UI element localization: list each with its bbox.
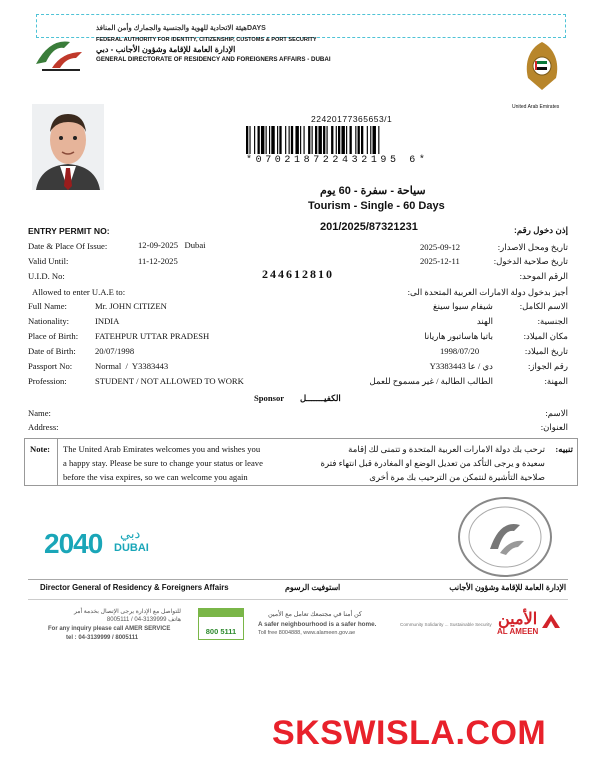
full-name-label-ar: الاسم الكامل:	[519, 301, 568, 311]
directorate-ar: الإدارة العامة للإقامة وشؤون الأجانب - دبي	[96, 45, 236, 54]
footer-contact-en-2: tel : 04-3139999 / 8005111	[66, 635, 139, 641]
nationality-label-ar: الجنسية:	[537, 316, 568, 326]
holder-photo	[32, 104, 104, 190]
passport-value: Normal / Y3383443	[95, 361, 169, 371]
profession-value: STUDENT / NOT ALLOWED TO WORK	[95, 376, 244, 386]
entry-permit-number: 201/2025/87321231	[320, 221, 418, 233]
note-label-ar: تنبيه:	[555, 444, 573, 454]
dob-label-ar: تاريخ الميلاد:	[524, 346, 568, 356]
issue-label: Date & Place Of Issue:	[28, 241, 108, 251]
birthplace-value-ar: باتيا هاساتبور هاريانا	[424, 331, 493, 341]
visa-type-ar: سياحة - سفرة - 60 يوم	[320, 185, 426, 197]
valid-label: Valid Until:	[28, 256, 69, 266]
footer-fees-ar: استوفيت الرسوم	[285, 583, 341, 592]
issue-value: 12-09-2025 Dubai	[138, 240, 206, 250]
alameen-icon	[540, 610, 562, 632]
safer-tel: Toll free 8004888, www.alameen.gov.ae	[258, 630, 356, 636]
sponsor-label-ar: الكفيـــــــل	[300, 393, 341, 403]
full-name-value: Mr. JOHN CITIZEN	[95, 301, 167, 311]
uid-value: 244612810	[262, 267, 334, 281]
footer-contact-ar-1: للتواصل مع الإدارة يرجى الإتصال بخدمة أمر	[73, 609, 181, 615]
brand-2040-number: 2040	[44, 528, 103, 559]
note-text-ar-1: ترحب بك دولة الامارات العربية المتحدة و تتمنى لك إقامة	[348, 444, 545, 454]
official-seal	[458, 497, 552, 577]
safer-en: A safer neighbourhood is a safer home.	[258, 621, 377, 628]
footer-dg-ar: الإدارة العامة للإقامة وشؤون الأجانب	[449, 583, 566, 592]
entry-permit-label-ar: إذن دخول رقم:	[514, 225, 568, 235]
sponsor-name-label-ar: الاسم:	[545, 408, 568, 418]
profession-value-ar: الطالب الطالبة / غير مسموح للعمل	[369, 376, 493, 386]
note-text-en-3: before the visa expires, so we can welcome you again	[63, 472, 248, 482]
directorate-en: GENERAL DIRECTORATE OF RESIDENCY AND FOREIGNERS AFFAIRS - DUBAI	[96, 56, 331, 63]
valid-value-ar: 2025-12-11	[420, 256, 460, 266]
sponsor-label: Sponsor	[254, 393, 285, 403]
uid-label: U.I.D. No:	[28, 271, 65, 281]
footer-mid-rule	[28, 599, 568, 600]
barcode-bottom-number: *070218722432195 6*	[246, 155, 429, 166]
barcode-top-number: 22420177365653/1	[311, 114, 393, 124]
birthplace-label: Place of Birth:	[28, 331, 79, 341]
full-name-value-ar: شيفام سيوا سينغ	[433, 301, 493, 311]
profession-label: Profession:	[28, 376, 67, 386]
dob-value: 20/07/1998	[95, 346, 135, 356]
birthplace-label-ar: مكان الميلاد:	[523, 331, 568, 341]
valid-label-ar: تاريخ صلاحية الدخول:	[493, 256, 568, 266]
birthplace-value: FATEHPUR UTTAR PRADESH	[95, 331, 210, 341]
note-text-ar-3: صلاحية التأشيرة لنتمكن من الترحيب بك مرة أخرى	[369, 472, 545, 482]
sponsor-address-label: Address:	[28, 422, 59, 432]
footer-contact-ar-2: هاتف 3139999-04 / 8005111	[106, 617, 181, 623]
nationality-label: Nationality:	[28, 316, 70, 326]
falcon-logo	[30, 34, 90, 74]
passport-label-ar: رقم الجواز:	[527, 361, 568, 371]
passport-value-ar: دي / عا Y3383443	[429, 361, 493, 371]
note-box	[24, 438, 578, 486]
watermark: SKSWISLA.COM	[272, 714, 547, 752]
note-label: Note:	[30, 444, 51, 454]
issue-value-ar: 2025-09-12	[420, 242, 461, 252]
footer-top-rule	[28, 579, 568, 580]
full-name-label: Full Name:	[28, 301, 67, 311]
emblem-caption: United Arab Emirates	[512, 104, 560, 110]
footer-contact-en-1: For any inquiry please call AMER SERVICE	[48, 626, 171, 632]
alameen-logo-en: AL AMEEN	[497, 627, 539, 636]
alameen-tag: Community Solidarity ... Sustainable Security	[400, 622, 492, 627]
allowed-label-ar: أجيز بدخول دولة الامارات العربية المتحدة الى:	[407, 287, 568, 297]
barcode	[246, 126, 498, 154]
brand-2040-ar: دبي	[120, 526, 141, 541]
profession-label-ar: المهنة:	[544, 376, 568, 386]
nationality-value: INDIA	[95, 316, 120, 326]
visa-type-en: Tourism - Single - 60 Days	[308, 200, 445, 212]
note-text-en-1: The United Arab Emirates welcomes you and wishes you	[63, 444, 261, 454]
authority-en: FEDERAL AUTHORITY FOR IDENTITY, CITIZENSHIP, CUSTOMS & PORT SECURITY	[96, 37, 317, 43]
dob-label: Date of Birth:	[28, 346, 76, 356]
footer-dg-en: Director General of Residency & Foreigners Affairs	[40, 583, 229, 592]
uid-label-ar: الرقم الموحد:	[519, 271, 568, 281]
header-overlay-text: هيئة الاتحادية للهوية والجنسية والجمارك وأمن المنافذDAYS	[96, 25, 266, 32]
allowed-label: Allowed to enter U.A.E to:	[32, 287, 126, 297]
amer-number: 800 5111	[205, 627, 237, 636]
amer-logo	[198, 608, 244, 640]
dob-value-ar: 1998/07/20	[440, 346, 480, 356]
brand-2040-en: DUBAI	[114, 542, 149, 554]
nationality-value-ar: الهند	[476, 316, 493, 326]
sponsor-address-label-ar: العنوان:	[540, 422, 568, 432]
sponsor-name-label: Name:	[28, 408, 51, 418]
note-text-ar-2: سعيدة و يرجى التأكد من تعديل الوضع او المغادرة قبل انتهاء فترة	[320, 458, 545, 468]
valid-value: 11-12-2025	[138, 256, 178, 266]
note-divider	[57, 439, 58, 485]
entry-permit-label: ENTRY PERMIT NO:	[28, 226, 110, 236]
alameen-logo-ar: الأمين	[498, 611, 538, 628]
issue-label-ar: تاريخ ومحل الاصدار:	[497, 242, 568, 252]
uae-emblem	[520, 38, 564, 98]
note-text-en-2: a happy stay. Please be sure to change your status or leave	[63, 458, 263, 468]
safer-ar: كن أمنا في مجتمعك تعامل مع الأمين	[268, 611, 362, 618]
passport-label: Passport No:	[28, 361, 73, 371]
